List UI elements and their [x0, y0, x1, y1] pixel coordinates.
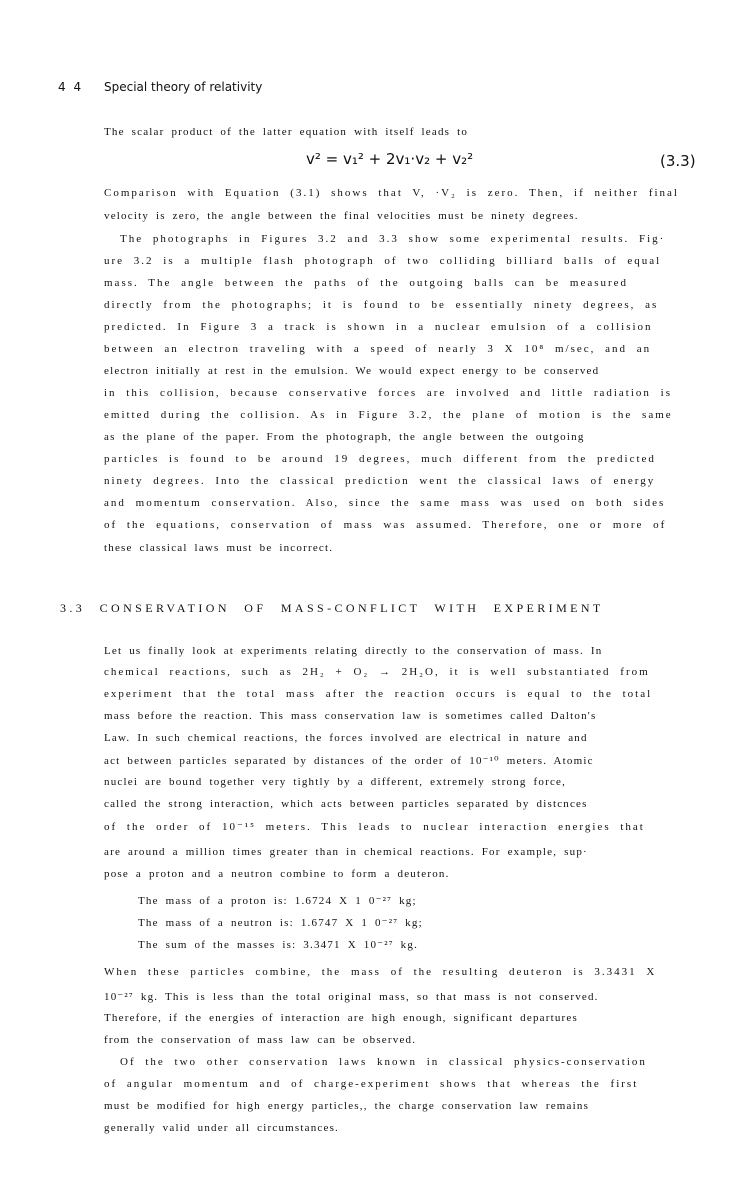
- section-heading: 3.3 CONSERVATION OF MASS-CONFLICT WITH EXPERIMENT: [60, 601, 604, 615]
- mass-neutron: The mass of a neutron is: 1.6747 X 1 0⁻²⁷ kg;: [138, 917, 423, 929]
- page-number: 4 4: [58, 80, 84, 94]
- para3-line-11: pose a proton and a neutron combine to form a deuteron.: [104, 868, 450, 880]
- para4-line-3: Therefore, if the energies of interaction are high enough, significant departures: [104, 1012, 578, 1024]
- para5-line-2: of angular momentum and of charge-experiment shows that whereas the first: [104, 1078, 639, 1090]
- para2-line-10: as the plane of the paper. From the photograph, the angle between the outgoing: [104, 431, 585, 443]
- para4-line-4: from the conservation of mass law can be observed.: [104, 1034, 417, 1046]
- para2-line-4: directly from the photographs; it is found to be essentially ninety degrees, as: [104, 299, 659, 311]
- mass-proton: The mass of a proton is: 1.6724 X 1 0⁻²⁷ kg;: [138, 895, 417, 907]
- running-title: Special theory of relativity: [104, 80, 263, 94]
- equation: v² = v₁² + 2v₁·v₂ + v₂²: [306, 150, 474, 168]
- para5-line-3: must be modified for high energy particles,, the charge conservation law remains: [104, 1100, 590, 1112]
- para2-line-13: and momentum conservation. Also, since the same mass was used on both sides: [104, 497, 666, 509]
- para2-line-5: predicted. In Figure 3 a track is shown in a nuclear emulsion of a collision: [104, 321, 653, 333]
- para2-line-7: electron initially at rest in the emulsion. We would expect energy to be conserved: [104, 365, 600, 377]
- para2-line-9: emitted during the collision. As in Figure 3.2, the plane of motion is the same: [104, 409, 673, 421]
- equation-number: (3.3): [660, 152, 696, 170]
- para2-line-2: ure 3.2 is a multiple flash photograph of two colliding billiard balls of equal: [104, 255, 662, 267]
- intro-line: The scalar product of the latter equation with itself leads to: [104, 126, 469, 138]
- para2-line-8: in this collision, because conservative forces are involved and little radiation is: [104, 387, 673, 399]
- para3-line-3: experiment that the total mass after the reaction occurs is equal to the total: [104, 688, 653, 700]
- para3-line-8: called the strong interaction, which acts between particles separated by distcnces: [104, 798, 588, 810]
- para2-line-1: The photographs in Figures 3.2 and 3.3 show some experimental results. Fig·: [120, 233, 666, 245]
- para2-line-11: particles is found to be around 19 degrees, much different from the predicted: [104, 453, 656, 465]
- para3-line-4: mass before the reaction. This mass conservation law is sometimes called Dalton's: [104, 710, 597, 722]
- para2-line-14: of the equations, conservation of mass was assumed. Therefore, one or more of: [104, 519, 667, 531]
- para4-line-2: 10⁻²⁷ kg. This is less than the total original mass, so that mass is not conserved.: [104, 991, 599, 1003]
- para3-line-5: Law. In such chemical reactions, the forces involved are electrical in nature and: [104, 732, 588, 744]
- para3-line-9: of the order of 10⁻¹⁵ meters. This leads to nuclear interaction energies that: [104, 821, 645, 833]
- para3-line-10: are around a million times greater than in chemical reactions. For example, sup·: [104, 846, 588, 858]
- para1-line-2: velocity is zero, the angle between the final velocities must be ninety degrees.: [104, 210, 579, 222]
- para2-line-3: mass. The angle between the paths of the outgoing balls can be measured: [104, 277, 629, 289]
- para3-line-6: act between particles separated by distances of the order of 10⁻¹⁰ meters. Atomic: [104, 755, 594, 767]
- para2-line-6: between an electron traveling with a speed of nearly 3 X 10⁸ m/sec, and an: [104, 343, 652, 355]
- para3-line-2: chemical reactions, such as 2H₂ + O₂ → 2H₂O, it is well substantiated from: [104, 666, 650, 678]
- para3-line-1: Let us finally look at experiments relating directly to the conservation of mass. In: [104, 645, 603, 657]
- para5-line-4: generally valid under all circumstances.: [104, 1122, 340, 1134]
- para3-line-7: nuclei are bound together very tightly by a different, extremely strong force,: [104, 776, 567, 788]
- para1-line-1: Comparison with Equation (3.1) shows that V, ·V₂ is zero. Then, if neither final: [104, 187, 679, 199]
- para2-line-12: ninety degrees. Into the classical prediction went the classical laws of energy: [104, 475, 656, 487]
- para2-line-15: these classical laws must be incorrect.: [104, 542, 334, 554]
- mass-sum: The sum of the masses is: 3.3471 X 10⁻²⁷ kg.: [138, 939, 419, 951]
- para4-line-1: When these particles combine, the mass of the resulting deuteron is 3.3431 X: [104, 966, 657, 978]
- para5-line-1: Of the two other conservation laws known in classical physics-conservation: [120, 1056, 647, 1068]
